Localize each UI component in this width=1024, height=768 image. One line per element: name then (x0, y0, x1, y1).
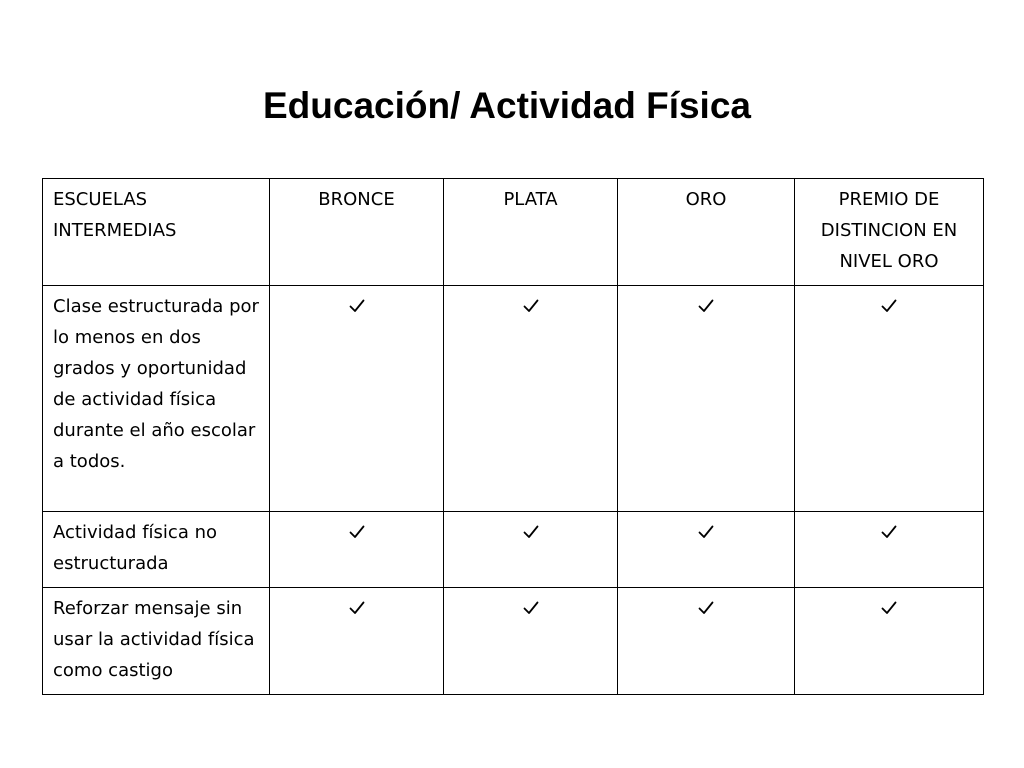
check-cell (444, 286, 618, 512)
criterion-cell: Clase estructurada por lo menos en dos grados y oportunidad de actividad física durante el año escolar a todos. (43, 286, 270, 512)
check-icon (881, 524, 897, 540)
check-icon (698, 524, 714, 540)
check-cell (795, 588, 984, 695)
criterion-cell: Reforzar mensaje sin usar la actividad física como castigo (43, 588, 270, 695)
check-icon (349, 600, 365, 616)
check-cell (618, 588, 795, 695)
criteria-table (42, 178, 984, 695)
check-cell (270, 512, 444, 588)
check-cell (444, 512, 618, 588)
criterion-cell: Actividad física no estructurada (43, 512, 270, 588)
header-cell-gold: ORO (618, 179, 795, 286)
header-cell-school-level: ESCUELAS INTERMEDIAS (43, 179, 270, 286)
table-row (43, 588, 984, 695)
check-icon (881, 298, 897, 314)
check-cell (444, 588, 618, 695)
table-row (43, 286, 984, 512)
check-cell (795, 286, 984, 512)
header-cell-silver: PLATA (444, 179, 618, 286)
check-icon (523, 524, 539, 540)
table-header-row (43, 179, 984, 286)
check-icon (349, 298, 365, 314)
check-cell (618, 286, 795, 512)
check-icon (523, 298, 539, 314)
header-cell-gold-distinction: PREMIO DE DISTINCION EN NIVEL ORO (795, 179, 984, 286)
table-row (43, 512, 984, 588)
header-cell-bronze: BRONCE (270, 179, 444, 286)
check-cell (618, 512, 795, 588)
check-cell (270, 588, 444, 695)
check-icon (523, 600, 539, 616)
check-icon (349, 524, 365, 540)
check-icon (698, 600, 714, 616)
page-title: Educación/ Actividad Física (263, 85, 751, 126)
check-cell (795, 512, 984, 588)
check-icon (698, 298, 714, 314)
check-icon (881, 600, 897, 616)
check-cell (270, 286, 444, 512)
